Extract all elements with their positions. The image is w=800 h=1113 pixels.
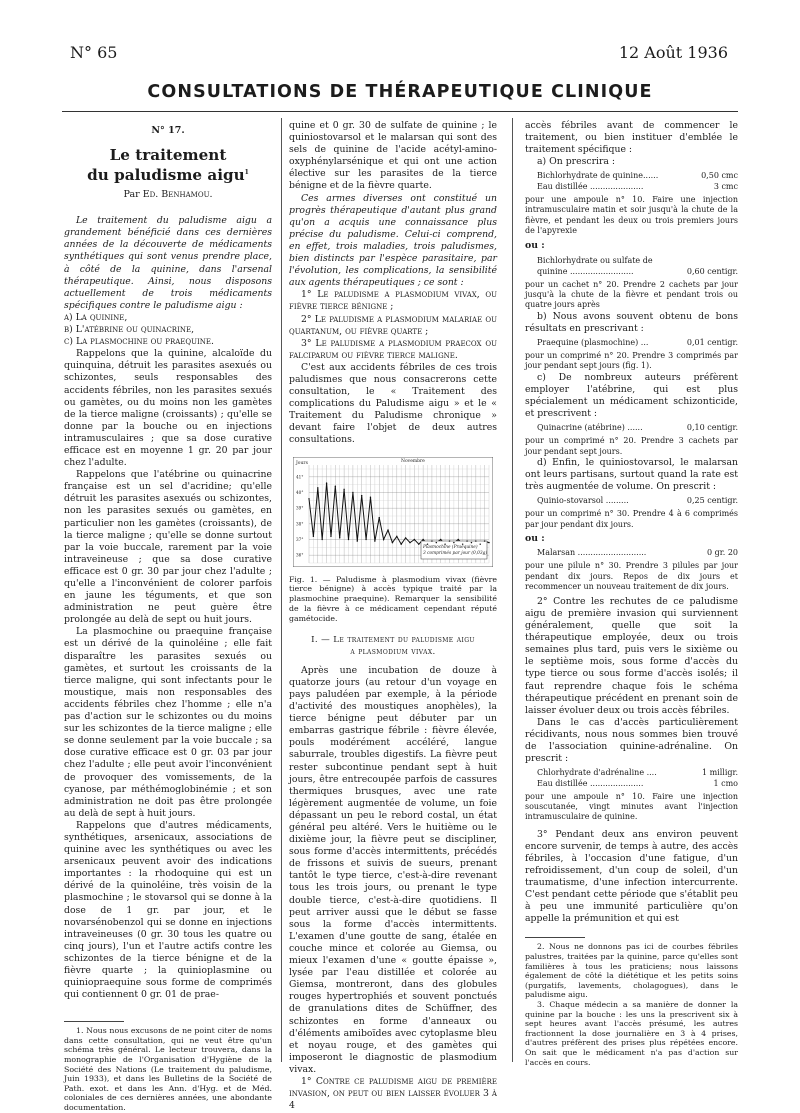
data-point	[427, 543, 428, 544]
data-point	[343, 488, 344, 489]
rx7-drug: Eau distillée .....................	[537, 778, 644, 788]
data-point	[308, 498, 309, 499]
footnote-1: 1. Nous nous excusons de ne point citer de noms dans cette consultation, qui ne veut être qu'un schéma très général. Le lecteur trouvera, dans la monographie de l'Organisation d'Hygiène de la Société des Nations (Le traitement du paludisme, Juin 1933), et dans les Bulletins de la Société de Path. exot. et dans les Ann. d'Hyg. et de Méd. coloniales de ces dernières années, une abondante documentation.	[64, 1026, 272, 1113]
article-number: N° 17.	[151, 125, 185, 136]
data-point	[365, 538, 366, 539]
paragraph-atebrine: Rappelons que l'atébrine ou quinacrine française est un sel d'acridine; qu'elle détruit les parasites asexués ou schizontes, non les parasites sexués ou gamètes, en particulier non les gamètes (croissants), de la tierce maligne ; qu'elle se donne surtout par la voie buccale, rarement par la voie intraveineuse ; que sa dose curative efficace est 0 gr. 30 par jour chez l'adulte ; qu'elle a l'inconvénient de colorer parfois en jaune les téguments, et que son administration ne peut guère être prolongée au delà de sept ou huit jours.	[64, 469, 272, 626]
y-tick-label: 41°	[296, 473, 304, 479]
article-title-line1: Le traitement	[109, 146, 227, 165]
column-divider-1	[281, 118, 282, 1062]
prescription-6	[537, 548, 738, 558]
data-point	[444, 543, 445, 544]
chart-xlabel: Jours	[296, 460, 308, 466]
footnote-2: 2. Nous ne donnons pas ici de courbes fébriles palustres, traitées par la quinine, parce qu'elles sont familières à tous les praticiens; nous laissons également de côté la diététique et les petits soins (purgatifs, lavements, cholagogues), dans le paludisme aigu.	[525, 942, 738, 1000]
list-paludisme-1: 1° Le paludisme a plasmodium vivax, ou fièvre tierce bénigne ;	[289, 289, 497, 313]
data-point	[396, 535, 397, 536]
section-title-line1: I. — Le traitement du paludisme aigu	[311, 634, 475, 645]
y-tick-label: 36°	[296, 552, 304, 558]
data-point	[400, 543, 401, 544]
data-point	[339, 537, 340, 538]
rx1-note: pour une ampoule n° 10. Faire une injection intramusculaire matin et soir jusqu'à la chute de la fièvre, et pendant les deux ou trois premiers jours de l'apyrexie	[525, 195, 738, 235]
data-point	[449, 540, 450, 541]
section-title	[289, 634, 497, 658]
data-point	[321, 538, 322, 539]
rx7-drug: Chlorhydrate d'adrénaline ....	[537, 768, 657, 778]
article-title	[64, 145, 272, 185]
data-point	[488, 541, 489, 542]
rx1-dose: 0,50 cmc	[701, 171, 738, 181]
data-point	[436, 541, 437, 542]
paragraph-c: c) De nombreux auteurs préfèrent employer l'atébrine, qui est plus spécialement un médicament schizonticide, et prescrivent :	[525, 371, 738, 419]
prescription-3	[537, 338, 738, 348]
author-prefix: Par	[123, 189, 140, 201]
rx6-dose: 0 gr. 20	[707, 547, 738, 557]
rx4-dose: 0,10 centigr.	[686, 422, 738, 432]
data-point	[418, 543, 419, 544]
paragraph-armes: Ces armes diverses ont constitué un progrès thérapeutique d'autant plus grand qu'on a acquis une connaissance plus précise du paludisme. Celui-ci comprend, en effet, trois maladies, trois paludismes, bien distincts par l'espèce parasitaire, par l'évolution, les complications, la sensibilité aux agents thérapeutiques ; ce sont :	[289, 192, 497, 289]
rx2-drug: quinine .........................	[537, 266, 634, 276]
rx6-drug: Malarsan ...........................	[537, 547, 647, 557]
title-footnote-mark: 1	[244, 169, 249, 177]
data-point	[440, 538, 441, 539]
paragraph-recidivants: Dans le cas d'accès particulièrement récidivants, nous nous sommes bien trouvé de l'association quinine-adrénaline. On prescrit :	[525, 716, 738, 765]
data-point	[317, 487, 318, 488]
paragraph-autres: Rappelons que d'autres médicaments, synthétiques, arsenicaux, associations de quinine avec les synthétiques ou avec les arsenicaux peuvent avoir des indications importantes : la rhodoquine qui est un dérivé de la quinoléine, très voisin de la plasmochine ; le stovarsol qui se donne à la dose de 1 gr. par jour, et le novarsénobenzol qui se donne en injections intraveineuses (0 gr. 30 tous les quatre ou cinq jours), l'un et l'autre actifs contre les schizontes de la tierce bénigne et de la fièvre quarte ; la quinioplasmine ou quiniopraequine sous forme de comprimés qui contiennent 0 gr. 01 de prae-	[64, 819, 272, 1001]
prescription-4	[537, 423, 738, 433]
paragraph-plasmochine: La plasmochine ou praequine française est un dérivé de la quinoléine ; elle fait disparaître les parasites sexués ou gamètes, et surtout les croissants de la tierce maligne, qui sont infectants pour le moustique, mais non responsables des accidents fébriles chez l'homme ; elle n'a pas d'action sur le schizontes ou du moins sur les schizontes de la tierce maligne ; elle se donne seulement par la voie buccale ; sa dose curative efficace est 0 gr. 03 par jour chez l'adulte ; elle peut avoir l'inconvénient de provoquer des vomissements, de la cyanose, par méthémoglobinémie ; et son administration ne doit pas être prolongée au delà de sept à huit jours.	[64, 626, 272, 819]
paragraph-apres: Après une incubation de douze à quatorze jours (au retour d'un voyage en pays paludéen par exemple, à la période d'activité des moustiques anophèles), la tierce bénigne peut débuter par un embarras gastrique fébrile : fièvre élevée, pouls modérément accéléré, langue saburrale, troubles digestifs. La fièvre peut rester subcontinue pendant sept à huit jours, être entrecoupée parfois de cassures thermiques brusques, avec une rate légèrement augmentée de volume, un foie dépassant un peu le rebord costal, un état général peu altéré. Vers le huitième ou le dixième jour, la fièvre peut se discipliner, sous forme d'accès intermittents, précédés de frissons et suivis de sueurs, prenant tantôt le type tierce, c'est-à-dire revenant tous les trois jours, ou prenant le type double tierce, c'est-à-dire quotidiens. Il peut arriver aussi que le début se fasse sous la forme d'accès intermittents. L'examen d'une goutte de sang, étalée en couche mince et colorée au Giemsa, ou mieux l'examen d'une « goutte épaisse », lysée par l'eau distillée et colorée au Giemsa, montreront, dans des globules rouges hypertrophiés et souvent ponctués de granulations dites de Schüffner, des schizontes en forme d'anneaux ou d'éléments amiboïdes avec cytoplasme bleu et noyau rouge, et des gamètes qui imposeront le diagnostic de plasmodium vivax.	[289, 664, 497, 1075]
data-point	[392, 541, 393, 542]
drug-list-item-c: c) La plasmochine ou praequine.	[64, 336, 214, 348]
rx3-dose: 0,01 centigr.	[686, 337, 738, 347]
section-title-line2: a plasmodium vivax.	[350, 646, 436, 657]
ou-separator: ou :	[525, 240, 545, 251]
ou-separator-2: ou :	[525, 532, 545, 544]
data-point	[348, 538, 349, 539]
data-point	[458, 538, 459, 539]
rx1-drug: Eau distillée .....................	[537, 181, 644, 191]
paragraph-continued: quine et 0 gr. 30 de sulfate de quinine ; le quiniostovarsol et le malarsan qui sont des sels de quinine de l'acide acétyl-amino-oxyphénylarsénique et qui ont une action élective sur les parasites de la tierce bénigne et de la fièvre quarte.	[289, 120, 497, 192]
data-point	[374, 540, 375, 541]
column-3	[525, 120, 738, 1067]
temperature-chart	[293, 457, 493, 571]
paragraph-pendant: 3° Pendant deux ans environ peuvent encore survenir, de temps à autre, des accès fébriles, à l'occasion d'une fatigue, d'un refroidissement, d'un coup de soleil, d'un traumatisme, d'une infection intercurrente. C'est pendant cette période que s'établit peu à peu une immunité particulière qu'on appelle la prémunition et qui est	[525, 828, 738, 925]
paragraph-acces: accès fébriles avant de commencer le traitement, ou bien instituer d'emblée le traitement spécifique :	[525, 120, 738, 156]
section-banner: CONSULTATIONS DE THÉRAPEUTIQUE CLINIQUE	[147, 82, 653, 102]
data-point	[330, 535, 331, 536]
prescription-a-label: a) On prescrira :	[537, 156, 616, 168]
rx1-drug: Bichlorhydrate de quinine......	[537, 171, 659, 181]
data-point	[313, 535, 314, 536]
prescription-2	[537, 256, 738, 277]
paragraph-d: d) Enfin, le quiniostovarsol, le malarsan ont leurs partisans, surtout quand la rate est très augmentée de volume. On prescrit :	[525, 456, 738, 492]
figure-caption: Fig. 1. — Paludisme à plasmodium vivax (fièvre tierce bénigne) à accès typique traité par la plasmochine praequine). Remarquer la sensibilité de la fièvre à ce médicament cependant réputé gamétocide.	[289, 574, 497, 623]
data-point	[352, 491, 353, 492]
footnote-rule	[64, 1021, 124, 1022]
y-tick-label: 39°	[296, 505, 304, 511]
rx4-drug: Quinacrine (atébrine) ......	[537, 422, 643, 432]
rx2-drug: Bichlorhydrate ou sulfate de	[537, 256, 653, 266]
rx5-note: pour un comprimé n° 30. Prendre 4 à 6 comprimés par jour pendant dix jours.	[525, 509, 738, 529]
rx5-drug: Quinio-stovarsol .........	[537, 495, 629, 505]
data-point	[484, 540, 485, 541]
data-point	[326, 482, 327, 483]
paragraph-quinine: Rappelons que la quinine, alcaloïde du quinquina, détruit les parasites asexués ou schizontes, seuls responsables des accidents fébriles, non les parasites sexués ou gamètes, ou du moins non les gamètes de la tierce maligne (croissants) ; qu'elle se donne par la bouche ou en injections intramusculaires ; que sa dose curative efficace est en moyenne 1 gr. 20 par jour chez l'adulte.	[64, 348, 272, 469]
data-point	[383, 538, 384, 539]
paragraph-b: b) Nous avons souvent obtenu de bons résultats en prescrivant :	[525, 310, 738, 334]
data-point	[453, 541, 454, 542]
list-paludisme-2: 2° Le paludisme a plasmodium malariae ou quartanum, ou fièvre quarte ;	[289, 313, 497, 337]
rx7-dose: 1 cmo	[713, 778, 738, 788]
intro-paragraph: Le traitement du paludisme aigu a grandement bénéficié dans ces dernières années de la découverte de médicaments synthétiques qui sont venus prendre place, à côté de la quinine, dans l'arsenal thérapeutique. Ainsi, nous disposons actuellement de trois médicaments spécifiques contre le paludisme aigu :	[64, 215, 272, 311]
rx4-note: pour un comprimé n° 20. Prendre 3 cachets par jour pendant sept jours.	[525, 436, 738, 456]
data-point	[370, 496, 371, 497]
y-tick-label: 37°	[296, 536, 304, 542]
data-point	[414, 538, 415, 539]
paragraph-contre: 1° Contre ce paludisme aigu de première invasion, on peut ou bien laisser évoluer 3 à 4	[289, 1075, 497, 1112]
paragraph-rechutes: 2° Contre les rechutes de ce paludisme aigu de première invasion qui surviennent généralement, quelle que soit la thérapeutique employée, deux ou trois semaines plus tard, puis vers le sixième ou le septième mois, sous forme d'accès du type tierce ou sous forme d'accès isolés; il faut reprendre chaque fois le schéma thérapeutique précédent en prenant soin de laisser évoluer deux ou trois accès fébriles.	[525, 595, 738, 716]
y-tick-label: 38°	[296, 520, 304, 526]
rx3-note: pour un comprimé n° 20. Prendre 3 comprimés par jour pendant sept jours (fig. 1).	[525, 351, 738, 371]
column-2	[289, 120, 497, 1112]
rx5-dose: 0,25 centigr.	[686, 495, 738, 505]
footnote-rule-3	[525, 937, 585, 938]
chart-annotation-box	[421, 541, 487, 559]
rx3-drug: Praequine (plasmochine) ...	[537, 337, 649, 347]
author-name: Ed. Benhamou.	[142, 189, 213, 201]
temperature-chart-svg	[293, 457, 493, 567]
drug-list-item-b: b) L'atébrine ou quinacrine,	[64, 324, 195, 336]
issue-date: 12 Août 1936	[618, 43, 728, 62]
drug-list-item-a: a) La quinine,	[64, 311, 128, 323]
data-point	[357, 540, 358, 541]
rx7-dose: 1 milligr.	[701, 768, 738, 778]
chart-annotation: Plasmochine (Praequine) 3 comprimés par jour (0,03g)	[423, 544, 488, 556]
issue-number: N° 65	[70, 43, 118, 62]
rx2-dose: 0,60 centigr.	[686, 266, 738, 276]
article-title-line2: du paludisme aigu	[87, 166, 245, 185]
rx1-dose: 3 cmc	[713, 181, 738, 191]
data-point	[422, 538, 423, 539]
data-point	[409, 541, 410, 542]
data-point	[431, 540, 432, 541]
prescription-1	[537, 171, 738, 192]
column-divider-2	[512, 118, 513, 1062]
prescription-7	[537, 768, 738, 789]
prescription-5	[537, 496, 738, 506]
data-point	[405, 537, 406, 538]
y-tick-label: 40°	[296, 489, 304, 495]
footnote-3: 3. Chaque médecin a sa manière de donner la quinine par la bouche : les uns la prescrivent six à sept heures avant l'accès présumé, les autres fractionnent la dose journalière en 3 à 4 prises, d'autres préfèrent des prises plus répétées encore. On sait que le médicament n'a pas d'action sur l'accès en cours.	[525, 999, 738, 1067]
data-point	[361, 494, 362, 495]
column-1	[64, 120, 272, 1113]
data-point	[466, 540, 467, 541]
data-point	[335, 485, 336, 486]
data-point	[480, 543, 481, 544]
article-author	[64, 189, 272, 201]
list-paludisme-3: 3° Le paludisme a plasmodium praecox ou falciparum ou fièvre tierce maligne.	[289, 337, 497, 361]
data-point	[379, 516, 380, 517]
data-point	[471, 541, 472, 542]
header-rule	[62, 111, 738, 112]
data-point	[387, 529, 388, 530]
rx7-note: pour une ampoule n° 10. Faire une injection souscutanée, vingt minutes avant l'injection intramusculaire de quinine.	[525, 792, 738, 822]
chart-month: Novembre	[401, 458, 425, 464]
rx2-note: pour un cachet n° 20. Prendre 2 cachets par jour jusqu'à la chute de la fièvre et pendant trois ou quatre jours après	[525, 279, 738, 310]
rx6-note: pour une pilule n° 30. Prendre 3 pilules par jour pendant dix jours. Repos de dix jours et recommencer un nouveau traitement de dix jours.	[525, 561, 738, 591]
data-point	[462, 543, 463, 544]
paragraph-cest: C'est aux accidents fébriles de ces trois paludismes que nous consacrerons cette consultation, le « Traitement des complications du Paludisme aigu » et le « Traitement du Paludisme chronique » devant faire l'objet de deux autres consultations.	[289, 361, 497, 446]
data-point	[475, 540, 476, 541]
